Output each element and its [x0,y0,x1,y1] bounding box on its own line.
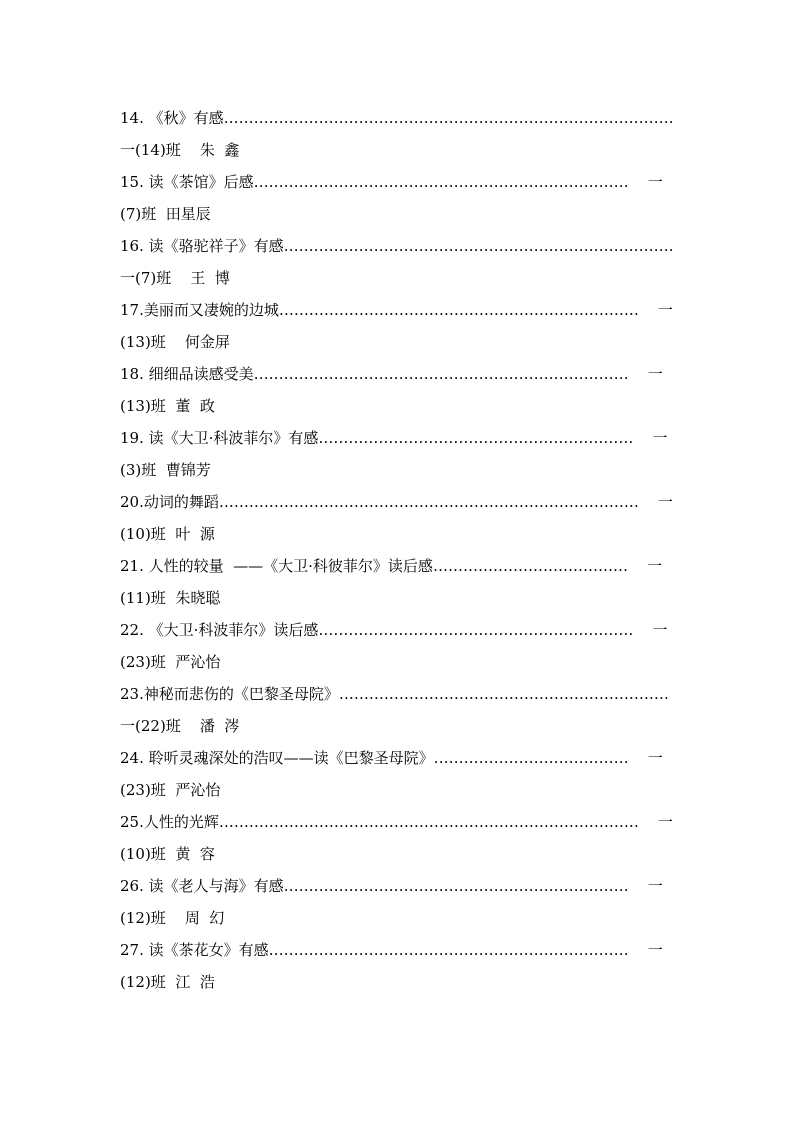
toc-leader-dots: ………………………………………………………………… [253,365,629,383]
toc-title-line [120,876,663,896]
toc-title: 18. 细细品读感受美 [120,365,254,383]
toc-leader-dots: ………………………………………………………… [338,685,669,703]
toc-title: 24. 聆听灵魂深处的浩叹——读《巴黎圣母院》 [120,749,434,767]
toc-title-line [120,556,662,576]
toc-title-line [120,812,673,832]
toc-title-line [120,236,674,256]
toc-line-tail: 一 [638,301,673,319]
toc-title-line [120,620,667,640]
toc-author-line: (23)班 严沁怡 [120,781,221,799]
toc-author-line: (3)班 曹锦芳 [120,461,211,479]
toc-title: 15. 读《茶馆》后感 [120,173,254,191]
toc-line-tail: 一 [628,941,663,959]
toc-line-tail: 一 [628,749,663,767]
toc-title: 23.神秘而悲伤的《巴黎圣母院》 [120,685,339,703]
toc-leader-dots: …………………………………………………………… [283,877,629,895]
toc-author-line: (12)班 江 浩 [120,973,215,991]
toc-leader-dots: ………………………………… [433,749,629,767]
toc-title: 25.人性的光辉 [120,813,219,831]
toc-title: 19. 读《大卫·科波菲尔》有感 [120,429,319,447]
toc-title-line [120,748,663,768]
toc-line-tail: 一 [627,557,663,575]
toc-title: 21. 人性的较量 ——《大卫·科彼菲尔》读后感 [120,557,433,575]
toc-author-line: (23)班 严沁怡 [120,653,221,671]
toc-leader-dots: ………………………………………………………………………… [218,813,639,831]
toc-title: 27. 读《茶花女》有感 [120,941,269,959]
toc-title: 14. 《秋》有感 [120,109,224,127]
toc-title: 22. 《大卫·科波菲尔》读后感 [120,621,319,639]
toc-leader-dots: ………………………………… [432,557,628,575]
toc-author-line: 一(22)班 潘 涔 [120,717,240,735]
toc-author-line: 一(7)班 王 博 [120,269,230,287]
toc-line-tail: 一 [628,877,663,895]
toc-line-tail: 一 [638,813,673,831]
toc-title-line [120,940,663,960]
toc-line-tail: 一 [638,493,673,511]
toc-title-line [120,492,673,512]
toc-line-tail: 一 [633,429,668,447]
toc-leader-dots: ……………………………………………………………… [268,941,629,959]
toc-leader-dots: ……………………………………………………………………………… [223,109,674,127]
toc-title-line [120,300,673,320]
toc-title: 16. 读《骆驼祥子》有感 [120,237,284,255]
toc-title-line [120,108,674,128]
toc-author-line: (10)班 叶 源 [120,525,215,543]
toc-author-line: (11)班 朱晓聪 [120,589,221,607]
toc-leader-dots: …………………………………………………………………… [283,237,674,255]
toc-author-line: (12)班 周 幻 [120,909,225,927]
toc-title-line [120,428,667,448]
toc-title: 26. 读《老人与海》有感 [120,877,284,895]
toc-title-line [120,684,669,704]
toc-title-line [120,172,663,192]
toc-line-tail: 一 [633,621,668,639]
toc-leader-dots: ………………………………………………………………… [253,173,629,191]
toc-leader-dots: ……………………………………………………………… [278,301,639,319]
toc-line-tail: 一 [628,173,663,191]
toc-author-line: (7)班 田星辰 [120,205,211,223]
toc-title: 17.美丽而又凄婉的边城 [120,301,279,319]
toc-leader-dots: ………………………………………………………………………… [218,493,639,511]
toc-author-line: (13)班 董 政 [120,397,215,415]
toc-leader-dots: ……………………………………………………… [318,621,634,639]
toc-title-line [120,364,663,384]
toc-author-line: 一(14)班 朱 鑫 [120,141,240,159]
toc-line-tail: 一 [628,365,663,383]
toc-author-line: (13)班 何金屏 [120,333,230,351]
toc-leader-dots: ……………………………………………………… [318,429,634,447]
toc-author-line: (10)班 黄 容 [120,845,215,863]
toc-title: 20.动词的舞蹈 [120,493,219,511]
